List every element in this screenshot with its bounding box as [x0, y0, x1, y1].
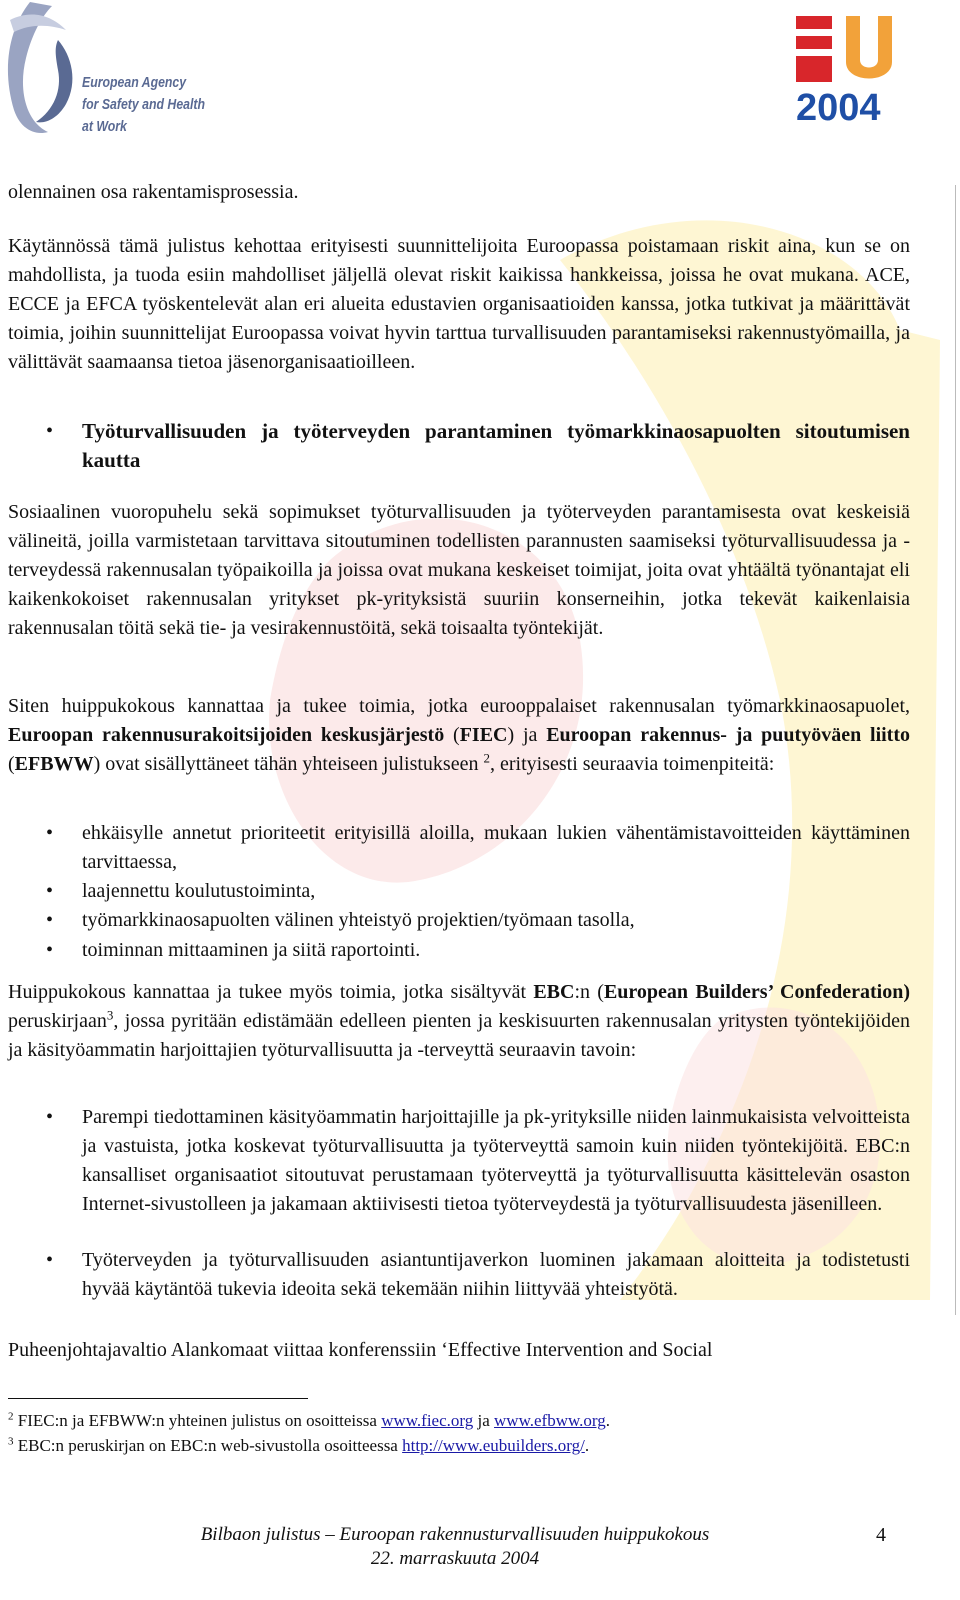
section-heading-bullet: [8, 417, 910, 475]
organisation-fiec-name: Euroopan rakennusurakoitsijoiden keskusjärjestö: [8, 724, 445, 746]
paragraph-ebc: [8, 978, 910, 1065]
text-run: :n (: [574, 981, 604, 1003]
text-run: , jossa pyritään edistämään edelleen pienten ja keskisuurten rakennusalan yritysten työntekijöiden ja käsityöammatin harjoittajien työturvallisuutta ja -terveyttä seuraavin tavoin:: [8, 1010, 910, 1061]
list-item: [8, 877, 910, 906]
text-run: Huippukokous kannattaa ja tukee myös toimia, jotka sisältyvät: [8, 981, 534, 1003]
text-run: ) ja: [507, 724, 547, 746]
agency-name: [82, 72, 205, 138]
paragraph-presidency-text: Puheenjohtajavaltio Alankomaat viittaa konferenssiin ‘Effective Intervention and Social: [8, 1339, 713, 1361]
paragraph-social-partners-text: [8, 692, 910, 779]
agency-logo: [0, 0, 220, 140]
list-item: [8, 906, 910, 935]
bullet-icon: •: [46, 1249, 54, 1271]
footnote-ref-2: 2: [483, 750, 490, 766]
eubuilders-link[interactable]: http://www.eubuilders.org/: [402, 1436, 585, 1455]
organisation-efbww-name: Euroopan rakennus- ja puutyöväen liitto: [546, 724, 910, 746]
list-item-text: toiminnan mittaaminen ja siitä raportointi.: [82, 939, 421, 961]
text-run: , erityisesti seuraavia toimenpiteitä:: [489, 753, 775, 775]
footnote-text: ja: [473, 1411, 495, 1430]
text-run: (: [8, 753, 15, 775]
footnote-3: [8, 1433, 908, 1458]
agency-name-line-1: European Agency: [82, 74, 187, 91]
footnote-text: .: [584, 1436, 590, 1455]
list-item: [8, 1246, 910, 1304]
text-run: ) ovat sisällyttäneet tähän yhteiseen julistukseen: [93, 753, 484, 775]
text-run: Siten huippukokous kannattaa ja tukee toimia, jotka eurooppalaiset rakennusalan työmarkkinaosapuolet,: [8, 695, 910, 717]
paragraph-designers-text: Käytännössä tämä julistus kehottaa erityisesti suunnittelijoita Euroopassa poistamaan riskit aina, kun se on mahdollista, ja tuoda esiin mahdolliset jäljellä olevat riskit kaikissa hankkeissa, joissa he ovat mukana. ACE, ECCE ja EFCA työskentelevät alan eri alueita edustavien organisaatioiden kanssa, jotka tutkivat ja määrittävät toimia, joihin suunnittelijat Euroopassa voivat hyvin tarttua turvallisuuden parantamiseksi rakennustyömailla, ja välittävät saamaansa tietoa jäsenorganisaatioilleen.: [8, 235, 910, 373]
eu-2004-presidency-logo: [796, 16, 906, 124]
list-item-text: työmarkkinaosapuolten välinen yhteistyö projektien/työmaan tasolla,: [82, 909, 635, 931]
footer-title-line-1: Bilbaon julistus – Euroopan rakennusturvallisuuden huippukokous: [200, 1524, 710, 1545]
list-item-text: ehkäisylle annetut prioriteetit erityisillä aloilla, mukaan lukien vähentämistavoitteiden käyttäminen tarvittaessa,: [82, 822, 910, 873]
paragraph-social-dialogue-text: Sosiaalinen vuoropuhelu sekä sopimukset työturvallisuuden ja työterveyden parantamisesta ovat keskeisiä välineitä, joilla varmistetaan tarvittava sitoutuminen todellisten parannusten saamiseksi työturvallisuudessa ja -terveydessä rakennusalan työpaikoilla ja joissa ovat mukana keskeiset toimijat, joita ovat yhtäältä työnantajat eli kaikenkokoiset rakennusalan yritykset pk-yrityksistä suuriin konserneihin, jotka tekevät kaikenlaisia rakennusalan töitä sekä tie- ja vesirakennustöitä, sekä toisaalta työntekijät.: [8, 501, 910, 639]
page-number: 4: [876, 1524, 886, 1546]
efbww-link[interactable]: www.efbww.org: [494, 1411, 606, 1430]
footnotes: [8, 1408, 908, 1458]
bullet-icon: •: [46, 939, 54, 961]
text-run: (: [444, 724, 460, 746]
eu-year-text: 2004: [796, 87, 881, 124]
agency-swirl-icon: [0, 0, 90, 140]
list-item-text: Työterveyden ja työturvallisuuden asiantuntijaverkon luominen jakamaan aloitteita ja todistetusti hyvää käytäntöä tukevia ideoita sekä tekemään niihin liittyvää yhteistyötä.: [82, 1249, 910, 1300]
list-item: [8, 1103, 910, 1219]
agency-name-line-2: for Safety and Health: [82, 96, 206, 113]
footnote-separator: [8, 1398, 308, 1399]
paragraph-social-dialogue: [8, 498, 910, 643]
text-run: peruskirjaan: [8, 1010, 107, 1032]
bullet-icon: •: [46, 909, 54, 931]
page-header: [0, 0, 960, 150]
paragraph-ebc-text: [8, 978, 910, 1065]
bullet-icon: •: [46, 1106, 54, 1128]
continuation-paragraph: [8, 178, 910, 207]
page-edge-line: [955, 185, 956, 1315]
footnote-text: .: [605, 1411, 611, 1430]
footnote-text: EBC:n peruskirjan on EBC:n web-sivustolla osoitteessa: [17, 1436, 403, 1455]
paragraph-social-partners: [8, 692, 910, 779]
organisation-efbww-abbr: EFBWW: [14, 753, 94, 775]
paragraph-presidency: [8, 1336, 910, 1365]
footnote-2: [8, 1408, 908, 1433]
section-heading: Työturvallisuuden ja työterveyden parantaminen työmarkkinaosapuolten sitoutumisen kautta: [82, 419, 910, 472]
continuation-text: olennainen osa rakentamisprosessia.: [8, 181, 299, 203]
footnote-text: FIEC:n ja EFBWW:n yhteinen julistus on osoitteissa: [17, 1411, 382, 1430]
paragraph-designers: [8, 232, 910, 377]
footnote-marker: 2: [8, 1410, 14, 1423]
footnote-marker: 3: [8, 1435, 14, 1448]
bullet-icon: •: [46, 822, 54, 844]
bullet-icon: •: [46, 420, 54, 442]
footer-title-line-2: 22. marraskuuta 2004: [370, 1548, 540, 1569]
organisation-fiec-abbr: FIEC: [459, 724, 508, 746]
organisation-ebc-name: European Builders’ Confederation): [603, 981, 910, 1003]
footnote-ref-3: 3: [106, 1007, 114, 1023]
list-item: [8, 819, 910, 877]
list-item-text: Parempi tiedottaminen käsityöammatin harjoittajille ja pk-yrityksille niiden lainmukaisista velvoitteista ja vastuista, jotka koskevat työturvallisuutta ja työterveyttä samoin kuin niiden työntekijöitä. EBC:n kansalliset organisaatiot sitoutuvat perustamaan työterveyttä ja työturvallisuutta käsittelevän osaston Internet-sivustolleen ja jakamaan aktiivisesti tietoa työterveydestä ja työturvallisuudesta jäsenilleen.: [82, 1106, 910, 1215]
bullet-icon: •: [46, 880, 54, 902]
list-item-text: laajennettu koulutustoiminta,: [82, 880, 316, 902]
fiec-link[interactable]: www.fiec.org: [381, 1411, 474, 1430]
organisation-ebc-abbr: EBC: [533, 981, 575, 1003]
agency-name-line-3: at Work: [82, 118, 127, 135]
list-item: [8, 936, 910, 965]
footer-title: [155, 1523, 755, 1571]
